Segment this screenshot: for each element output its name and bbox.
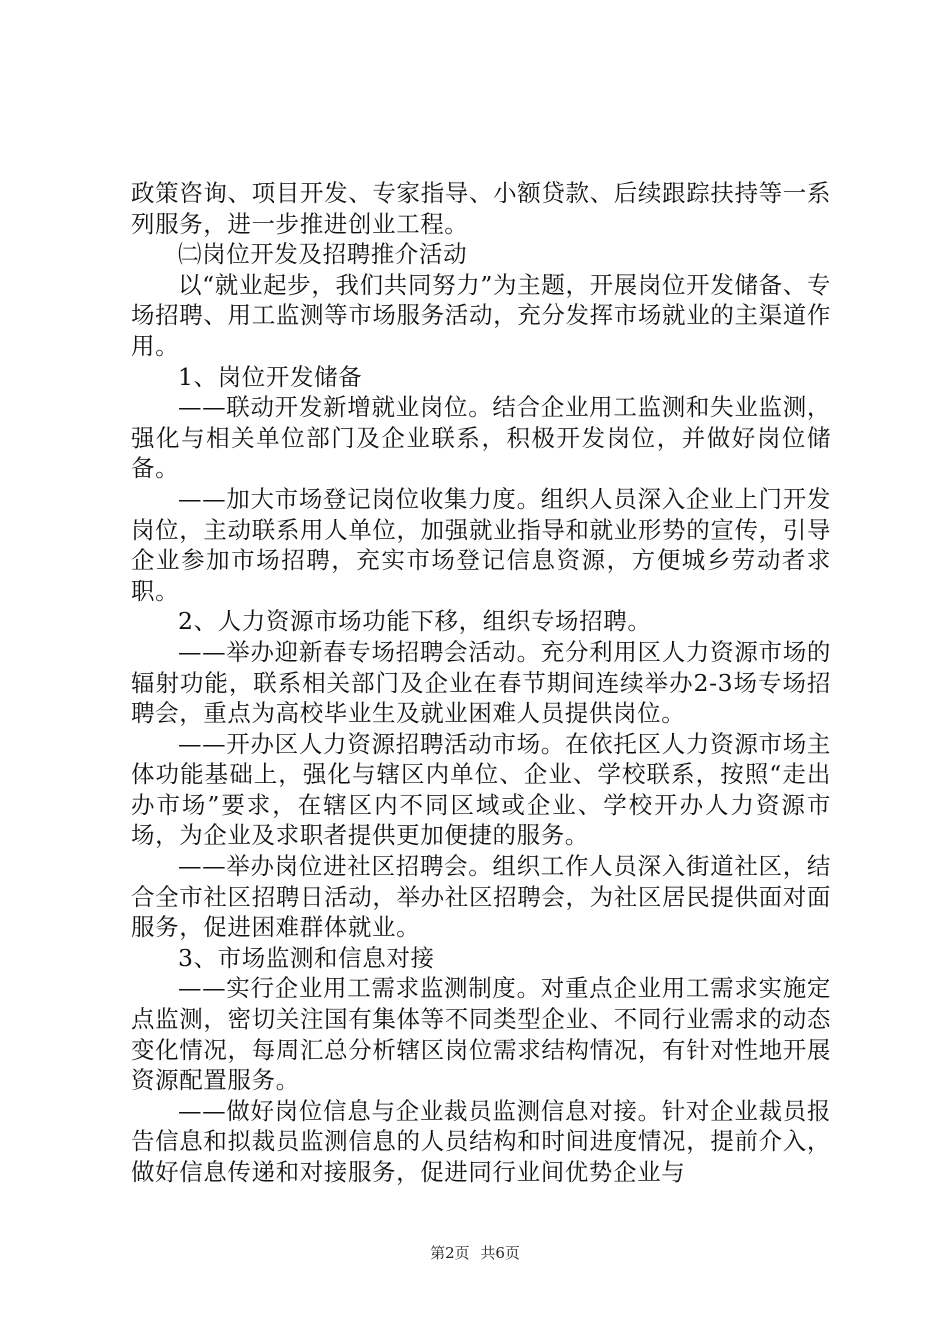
subheading-3: 3、市场监测和信息对接: [178, 943, 435, 972]
subheading-1: 1、岗位开发储备: [178, 362, 363, 391]
paragraph-item: ——做好岗位信息与企业裁员监测信息对接。针对企业裁员报告信息和拟裁员监测信息的人员结构和时间进度情况，提前介入，做好信息传递和对接服务，促进同行业间优势企业与: [131, 1096, 831, 1186]
page-number: 第2页: [430, 1244, 470, 1262]
paragraph-item: ——举办迎新春专场招聘会活动。充分利用区人力资源市场的辐射功能，联系相关部门及企业在春节期间连续举办2-3场专场招聘会，重点为高校毕业生及就业困难人员提供岗位。: [131, 637, 831, 728]
document-body: [131, 178, 831, 1188]
page-footer: [0, 1243, 950, 1263]
paragraph-item: ——联动开发新增就业岗位。结合企业用工监测和失业监测，强化与相关单位部门及企业联系，积极开发岗位，并做好岗位储备。: [131, 393, 831, 483]
paragraph-item: ——加大市场登记岗位收集力度。组织人员深入企业上门开发岗位，主动联系用人单位，加强就业指导和就业形势的宣传，引导企业参加市场招聘，充实市场登记信息资源，方便城乡劳动者求职。: [131, 484, 831, 605]
paragraph-continuation: 政策咨询、项目开发、专家指导、小额贷款、后续跟踪扶持等一系列服务，进一步推进创业工程。: [131, 179, 831, 238]
section-heading-2: ㈡岗位开发及招聘推介活动: [178, 240, 468, 269]
paragraph-item: ——开办区人力资源招聘活动市场。在依托区人力资源市场主体功能基础上，强化与辖区内单位、企业、学校联系，按照“走出办市场”要求，在辖区内不同区域或企业、学校开办人力资源市场，为企业及求职者提供更加便捷的服务。: [131, 729, 831, 850]
paragraph-item: ——实行企业用工需求监测制度。对重点企业用工需求实施定点监测，密切关注国有集体等不同类型企业、不同行业需求的动态变化情况，每周汇总分析辖区岗位需求结构情况，有针对性地开展资源配置服务。: [131, 974, 831, 1095]
paragraph-item: ——举办岗位进社区招聘会。组织工作人员深入街道社区，结合全市社区招聘日活动，举办社区招聘会，为社区居民提供面对面服务，促进困难群体就业。: [131, 852, 831, 942]
paragraph-theme: 以“就业起步，我们共同努力”为主题，开展岗位开发储备、专场招聘、用工监测等市场服务活动，充分发挥市场就业的主渠道作用。: [131, 270, 831, 360]
subheading-2: 2、人力资源市场功能下移，组织专场招聘。: [178, 607, 652, 636]
page-total: 共6页: [480, 1244, 520, 1262]
